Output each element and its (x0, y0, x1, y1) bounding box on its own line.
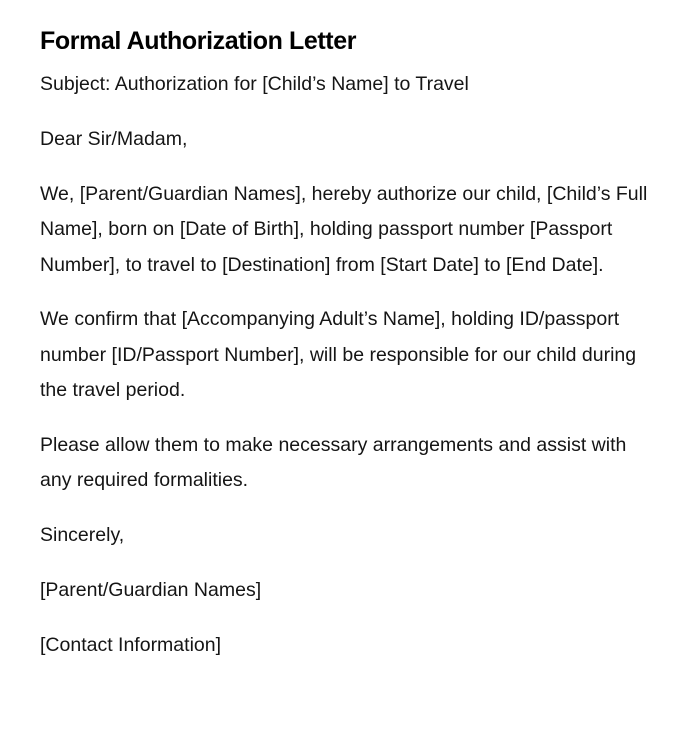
letter-contact-info: [Contact Information] (40, 633, 222, 656)
letter-paragraph-responsibility: We confirm that [Accompanying Adult’s Name], holding ID/passport number [ID/Passport Number], will be responsible for our child during the travel period. (40, 308, 637, 402)
letter-greeting: Dear Sir/Madam, (40, 128, 188, 151)
letter-paragraph-authorization: We, [Parent/Guardian Names], hereby authorize our child, [Child’s Full Name], born on [Date of Birth], holding passport number [Passport Number], to travel to [Destination] from [Start Date] to [End Date]. (40, 183, 648, 276)
letter-paragraph-request: Please allow them to make necessary arrangements and assist with any required formalities. (40, 433, 627, 492)
letter-closing: Sincerely, (40, 523, 125, 546)
letter-subject: Subject: Authorization for [Child’s Name] to Travel (40, 73, 469, 95)
letter-signer: [Parent/Guardian Names] (40, 578, 262, 601)
letter-title: Formal Authorization Letter (40, 27, 357, 55)
